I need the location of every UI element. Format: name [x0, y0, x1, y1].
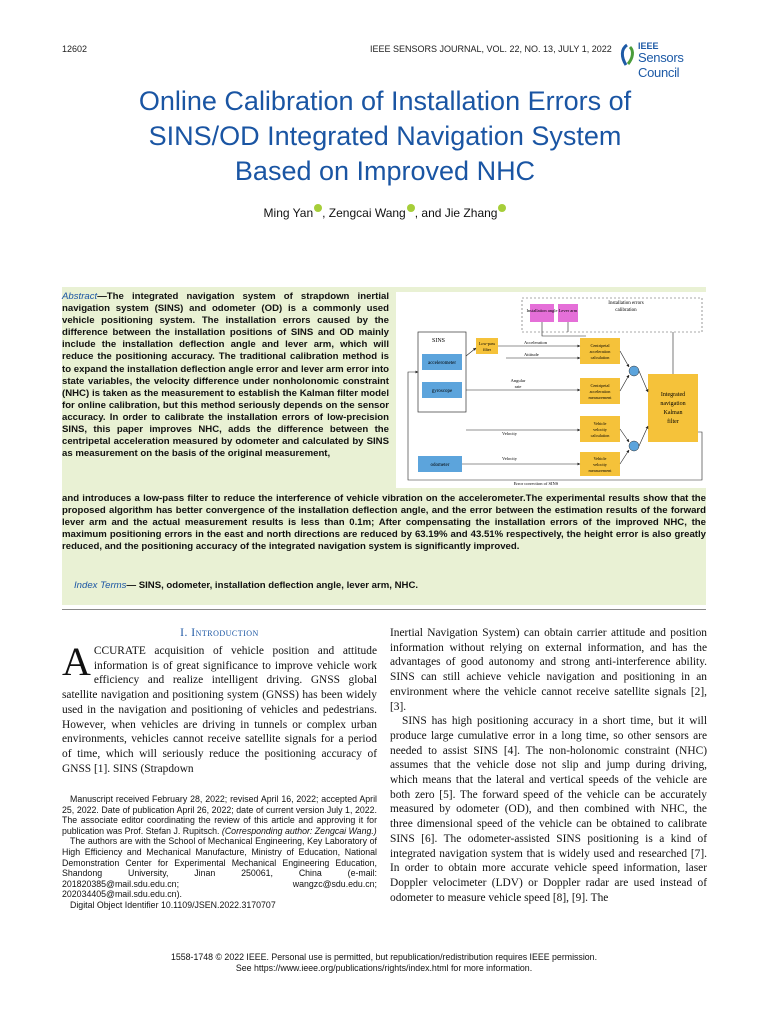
- abstract-body-1: —The integrated navigation system of strapdown inertial navigation system (SINS) and odometer (OD) is a commonly used vehicle positioning system. The installation errors caused by the difference between the installation positions of SINS and OD mainly include the installation deflection angle and lever arm, which will reduce the positioning accuracy. The traditional calibration method is to expand the installation deflection angle error and lever arm error into state variables, the velocity difference under nonholonomic constraint (NHC) is taken as the measurement to establish the Kalman filter model for online calibration, but this method seriously depends on the sensor accuracy. In order to calibrate the installation errors of low-precision SINS, this paper improves NHC, adds the difference between the centripetal acceleration measured by odometer and calculated by SINS as measurement on the basis of the original measurement,: [62, 291, 389, 460]
- intro-first-word: CCURATE: [93, 645, 146, 657]
- abstract-label: Abstract: [62, 291, 98, 302]
- section-divider: [62, 609, 706, 610]
- cac-label-1: Centripetal: [590, 343, 610, 348]
- footnote-received: Manuscript received February 28, 2022; revised April 16, 2022; accepted April 25, 2022. Date of publication April 26, 2022; date of current version July 1, 2022. The associate editor coordinating the review of this article and approving it for publication was Prof. Stefan J. Rupitsch.: [62, 794, 377, 836]
- cam-label-3: measurement: [588, 395, 612, 400]
- lever-arm-label: Lever arm: [558, 308, 578, 313]
- installation-angle-label: Installation angle: [526, 308, 558, 313]
- section-heading: [62, 627, 377, 639]
- footnote-affiliation: The authors are with the School of Mechanical Engineering, Key Laboratory of High Efficiency and Mechanical Manufacture, Ministry of Education, National Demonstration Center for Experimental Mechanical Engineering Education, Shandong University, Jinan 250061, China (e-mail: 201820385@mail.sdu.edu.cn; wangzc@sdu.edu.cn; 202034405@mail.sdu.edu.cn).: [62, 836, 377, 900]
- author-name: Zengcai Wang: [328, 206, 406, 220]
- dropcap-letter: A: [62, 639, 91, 684]
- vvm-label-3: measurement: [588, 468, 612, 473]
- rights-link[interactable]: See https://www.ieee.org/publications/rights/index.html for more information.: [235, 963, 533, 973]
- accelerometer-label: accelerometer: [427, 361, 457, 366]
- kf-label-4: filter: [667, 419, 679, 425]
- vvc-label-1: Vehicle: [593, 421, 607, 426]
- intro-right-column: [390, 626, 707, 905]
- angular-label-2: rate: [514, 384, 522, 389]
- velocity-label-2: Velocity: [502, 456, 517, 461]
- attitude-label: Attitude: [524, 352, 539, 357]
- sum-node-velocity: [629, 441, 639, 451]
- kf-label-3: Kalman: [663, 410, 683, 416]
- index-terms-label: Index Terms: [74, 580, 127, 591]
- author-name: Ming Yan: [263, 206, 314, 220]
- calibration-label-2: calibration: [615, 308, 637, 313]
- abstract-text: [62, 291, 389, 460]
- journal-header: IEEE SENSORS JOURNAL, VOL. 22, NO. 13, JULY 1, 2022: [370, 44, 612, 54]
- sins-label: SINS: [432, 338, 446, 344]
- manuscript-footnote: [62, 794, 377, 911]
- footnote-doi: Digital Object Identifier 10.1109/JSEN.2022.3170707: [70, 899, 276, 910]
- logo-ieee: IEEE: [638, 41, 659, 51]
- gyroscope-label: gyroscope: [431, 389, 453, 394]
- error-correction-label: Error correction of SINS: [513, 481, 559, 486]
- vvc-label-3: calculation: [590, 433, 610, 438]
- intro-paragraph: SINS has high positioning accuracy in a short time, but it will produce large cumulative error in a long time, so other sensors are needed to assist SINS [4]. The non-holonomic constraint (NHC) assumes that the vehicle dose not slip and jump during driving, which means that the lateral and vertical speeds of the vehicle are both zero [5]. The forward speed of the vehicle can be accurately measured by odometer (OD), and then combined with NHC, the three dimensional speed of the vehicle can be obtained to calibrate SINS [6]. The odometer-assisted SINS positioning is a kind of integrated navigation system that is widely used and researched [7]. In order to obtain more accurate vehicle speed information, laser Doppler velocimeter (LDV) or Doppler radar are used instead of odometer to measure vehicle speed [8], [9]. The: [390, 715, 707, 904]
- angular-label-1: Angular: [510, 378, 526, 383]
- vvc-label-2: velocity: [593, 427, 607, 432]
- system-block-diagram: [396, 292, 706, 488]
- logo-sensors-council: Sensors Council: [638, 50, 684, 80]
- ieee-sensors-council-logo: [618, 41, 718, 80]
- section-number: I.: [180, 627, 188, 639]
- kf-label-1: Integrated: [660, 392, 686, 398]
- cam-label-1: Centripetal: [590, 383, 610, 388]
- sensors-logo-icon: [618, 43, 636, 67]
- sum-node-acceleration: [629, 366, 639, 376]
- lever-arm-block: [558, 304, 578, 322]
- cam-label-2: acceleration: [589, 389, 611, 394]
- vvm-label-1: Vehicle: [593, 456, 607, 461]
- orcid-icon[interactable]: [407, 204, 415, 212]
- velocity-label-1: Velocity: [502, 431, 517, 436]
- intro-left-column: [62, 639, 377, 776]
- calibration-label-1: Installation errors: [608, 301, 644, 306]
- lowpass-label-2: filter: [482, 347, 492, 352]
- odometer-label: odometer: [430, 463, 450, 468]
- author-name: and Jie Zhang: [421, 206, 498, 220]
- cac-label-2: acceleration: [589, 349, 611, 354]
- vvm-label-2: velocity: [593, 462, 607, 467]
- index-terms-list: SINS, odometer, installation deflection angle, lever arm, NHC.: [138, 580, 419, 591]
- author-list: Ming Yan , Zengcai Wang , and Jie Zhang: [60, 204, 710, 220]
- lowpass-label-1: Low-pass: [478, 341, 496, 346]
- copyright-line: 1558-1748 © 2022 IEEE. Personal use is permitted, but republication/redistribution requires IEEE permission.: [170, 952, 598, 962]
- intro-left-text: acquisition of vehicle position and attitude information is of great significance to improve vehicle work efficiency and realize intelligent driving. GNSS global satellite navigation and positioning system (GNSS) has been widely used in the navigation and positioning of vehicles and pedestrians. However, when vehicles are driving in tunnels or complex urban environments, vehicles cannot receive satellite signals for a period of time, which will seriously reduce the positioning accuracy of GNSS [1]. SINS (Strapdown: [62, 645, 377, 775]
- acceleration-label: Acceleration: [524, 340, 547, 345]
- abstract-text-continued: and introduces a low-pass filter to reduce the interference of vehicle vibration on the accelerometer.The experimental results show that the proposed algorithm has better convergence of the installation deflection angle, and the error between the estimation results of the forward lever arm and the actual measurement results is less than 0.1m; After compensating the installation errors of the improved NHC, the maximum positioning errors in the east and north directions are reduced by 63.19% and 43.51% respectively, the height error is also greatly reduced, and the positioning accuracy of the integrated navigation system is significantly improved.: [62, 493, 706, 553]
- copyright-footer: [62, 952, 706, 974]
- page-number: 12602: [62, 44, 88, 54]
- intro-paragraph: Inertial Navigation System) can obtain carrier attitude and position information without relying on external information, and has the advantages of good autonomy and strong anti-interference ability. SINS can still achieve vehicle navigation and positioning in an environment where the vehicle cannot receive satellite signals [2], [3].: [390, 627, 707, 713]
- corresponding-author: (Corresponding author: Zengcai Wang.): [221, 825, 377, 836]
- kalman-filter-block: [648, 374, 698, 442]
- orcid-icon[interactable]: [314, 204, 322, 212]
- kf-label-2: navigation: [660, 401, 686, 407]
- installation-angle-block: [530, 304, 554, 322]
- section-title: Introduction: [191, 627, 259, 639]
- orcid-icon[interactable]: [498, 204, 506, 212]
- paper-title: Online Calibration of Installation Errors of SINS/OD Integrated Navigation System Based on Improved NHC: [138, 86, 632, 186]
- cac-label-3: calculation: [590, 355, 610, 360]
- index-terms: Index Terms— SINS, odometer, installation deflection angle, lever arm, NHC.: [74, 580, 419, 591]
